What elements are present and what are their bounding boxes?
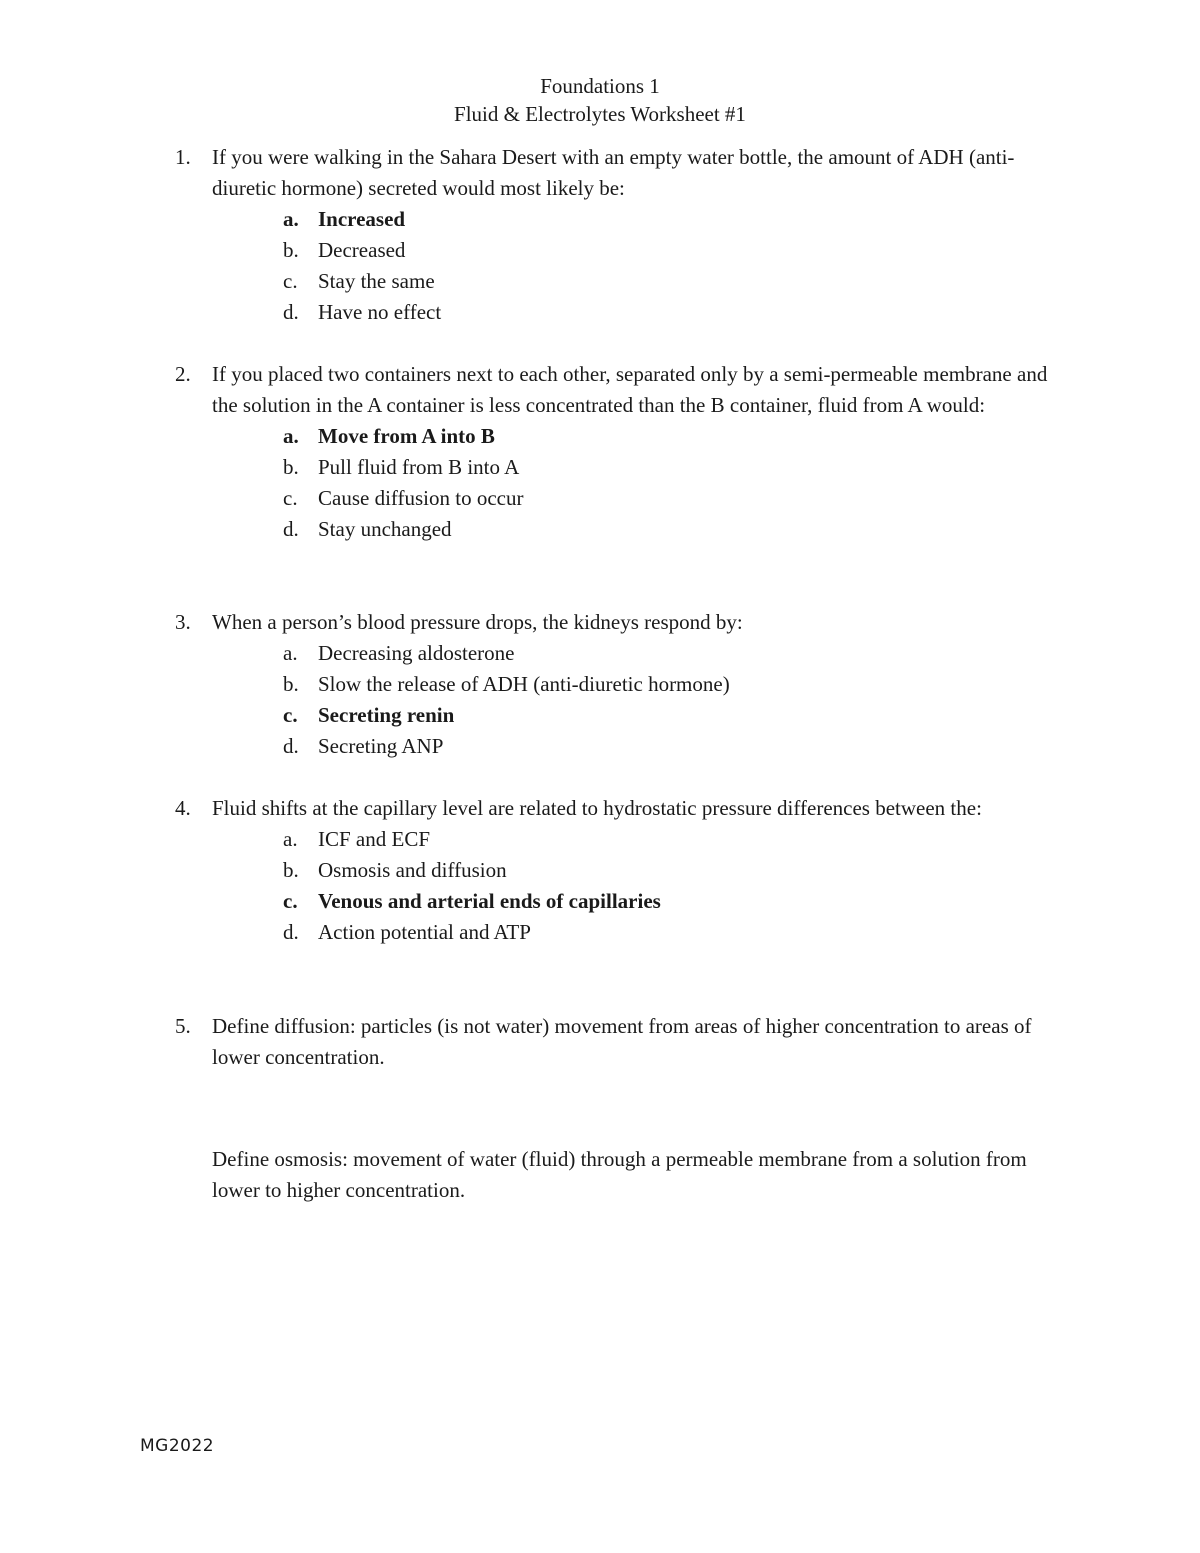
footer-initials: MG2022 — [140, 1436, 215, 1456]
question-text: If you placed two containers next to each other, separated only by a semi-permeable membrane and the solution in the A container is less concentrated than the B container, fluid from A would: — [212, 362, 1048, 417]
option-text: Secreting renin — [318, 703, 455, 727]
question-number: 1. — [175, 145, 191, 169]
option-letter: b. — [283, 858, 299, 882]
option-text: Action potential and ATP — [318, 920, 531, 944]
option-letter: a. — [283, 207, 299, 231]
course-name: Foundations 1 — [540, 74, 660, 98]
option-letter: d. — [283, 734, 299, 758]
answer-options — [283, 421, 1065, 545]
option-letter: c. — [283, 269, 298, 293]
option-letter: b. — [283, 455, 299, 479]
question-text: If you were walking in the Sahara Desert with an empty water bottle, the amount of ADH (anti-diuretic hormone) secreted would most likely be: — [212, 145, 1015, 200]
answer-options — [283, 638, 1065, 762]
option-a — [283, 824, 1065, 855]
header — [0, 72, 1200, 128]
question-text: Define diffusion: particles (is not water) movement from areas of higher concentration to areas of lower concentration. — [212, 1014, 1032, 1069]
option-d — [283, 731, 1065, 762]
option-letter: d. — [283, 920, 299, 944]
worksheet-title: Fluid & Electrolytes Worksheet #1 — [454, 102, 746, 126]
option-d — [283, 297, 1065, 328]
option-b — [283, 855, 1065, 886]
option-text: Decreasing aldosterone — [318, 641, 515, 665]
option-b — [283, 452, 1065, 483]
question-5 — [175, 1011, 1065, 1073]
option-a — [283, 638, 1065, 669]
option-text: Have no effect — [318, 300, 442, 324]
option-letter: c. — [283, 486, 298, 510]
option-text: Decreased — [318, 238, 406, 262]
question-1 — [175, 142, 1065, 328]
option-letter: b. — [283, 672, 299, 696]
question-3 — [175, 607, 1065, 762]
option-text: Move from A into B — [318, 424, 495, 448]
question-number: 2. — [175, 362, 191, 386]
option-text: Osmosis and diffusion — [318, 858, 507, 882]
option-text: Stay the same — [318, 269, 435, 293]
option-text: Venous and arterial ends of capillaries — [318, 889, 661, 913]
option-letter: a. — [283, 827, 298, 851]
option-letter: b. — [283, 238, 299, 262]
question-text: Fluid shifts at the capillary level are related to hydrostatic pressure differences between the: — [212, 796, 982, 820]
question-4 — [175, 793, 1065, 948]
option-text: Increased — [318, 207, 406, 231]
option-text: Stay unchanged — [318, 517, 452, 541]
option-a — [283, 204, 1065, 235]
option-letter: a. — [283, 641, 298, 665]
question-number: 3. — [175, 610, 191, 634]
osmosis-definition: Define osmosis: movement of water (fluid) through a permeable membrane from a solution from lower to higher concentration. — [212, 1147, 1027, 1202]
question-text: When a person’s blood pressure drops, the kidneys respond by: — [212, 610, 743, 634]
option-letter: c. — [283, 889, 298, 913]
question-2 — [175, 359, 1065, 545]
option-d — [283, 917, 1065, 948]
answer-options — [283, 204, 1065, 328]
option-text: Slow the release of ADH (anti-diuretic hormone) — [318, 672, 730, 696]
option-text: Secreting ANP — [318, 734, 444, 758]
question-number: 5. — [175, 1014, 191, 1038]
question-number: 4. — [175, 796, 191, 820]
option-letter: d. — [283, 517, 299, 541]
option-c — [283, 266, 1065, 297]
option-letter: d. — [283, 300, 299, 324]
option-text: Cause diffusion to occur — [318, 486, 524, 510]
option-c — [283, 886, 1065, 917]
option-a — [283, 421, 1065, 452]
option-d — [283, 514, 1065, 545]
option-letter: a. — [283, 424, 299, 448]
option-b — [283, 669, 1065, 700]
option-c — [283, 483, 1065, 514]
option-b — [283, 235, 1065, 266]
option-text: Pull fluid from B into A — [318, 455, 520, 479]
option-text: ICF and ECF — [318, 827, 431, 851]
option-c — [283, 700, 1065, 731]
option-letter: c. — [283, 703, 298, 727]
answer-options — [283, 824, 1065, 948]
